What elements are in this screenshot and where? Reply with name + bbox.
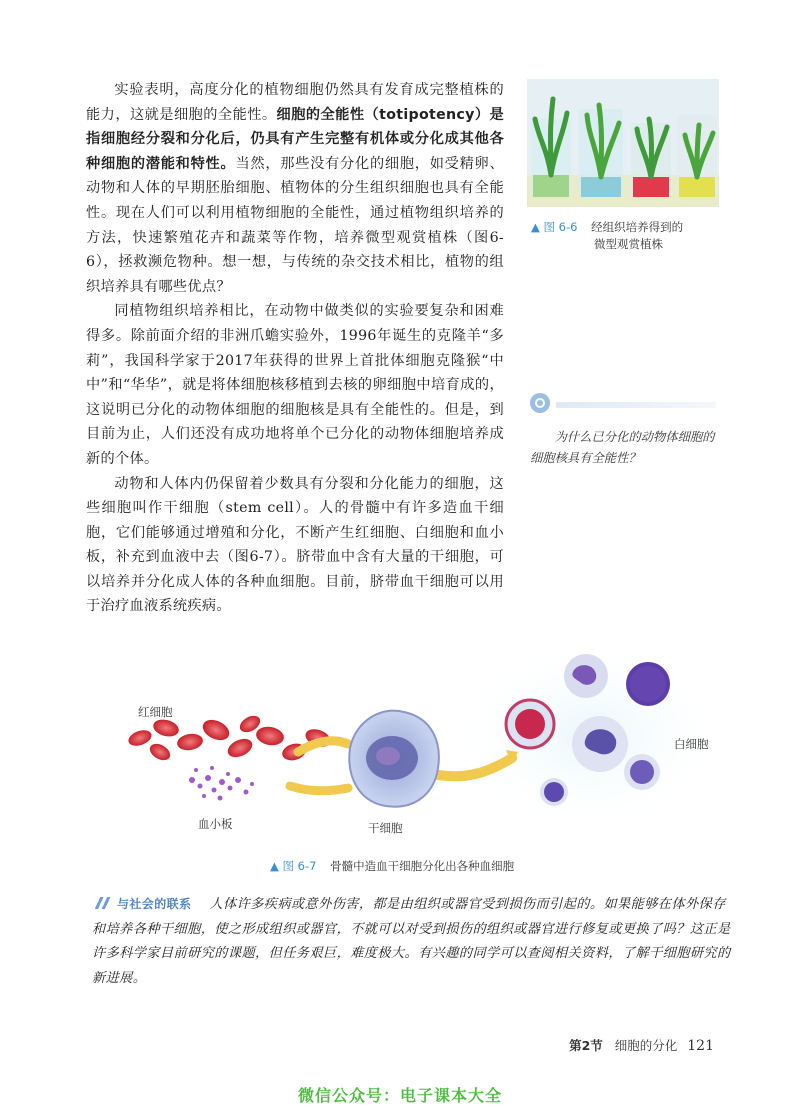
question-icon	[530, 393, 550, 413]
label-platelets: 血小板	[198, 817, 233, 831]
figure-6-6-caption: ▲ 图 6-6 经组织培养得到的	[531, 220, 684, 234]
figure-6-7-caption: ▲ 图 6-7 骨髓中造血干细胞分化出各种血细胞	[270, 859, 515, 873]
question-divider	[556, 402, 716, 408]
red-blood-cells	[126, 712, 333, 763]
footer-title: 细胞的分化	[614, 1038, 678, 1053]
social-connection-text: 人体许多疾病或意外伤害，都是由组织或器官受到损伤而引起的。如果能够在体外保存和培养各种干细胞，使之形成组织或器官，不就可以对受到损伤的组织或器官进行修复或更换了吗？这正是许多科学家目前研究的课题，但任务艰巨，难度极大。有兴趣的同学可以查阅相关资料，了解干细胞研究的新进展。	[92, 897, 731, 986]
page-number: 121	[687, 1038, 714, 1054]
wechat-watermark: 微信公众号：电子课本大全	[297, 1086, 502, 1105]
plantlets-illustration	[527, 79, 719, 207]
label-white-blood-cells: 白细胞	[674, 737, 709, 751]
main-text	[86, 78, 504, 619]
figure-6-7	[120, 640, 720, 850]
social-connection-title: 与社会的联系	[92, 897, 191, 911]
margin-question: 为什么已分化的动物体细胞的细胞核具有全能性？	[530, 430, 715, 465]
social-connection-icon	[92, 897, 114, 909]
label-stem-cell: 干细胞	[368, 821, 403, 835]
definition-totipotency: 细胞的全能性（totipotency）是指细胞经分裂和分化后，仍具有产生完整有机体或分化成其他各种细胞的潜能和特性。	[86, 106, 504, 172]
figure-6-6-tag: ▲ 图 6-6	[531, 220, 578, 234]
arrow-to-platelets	[290, 786, 348, 791]
figure-6-6-plant-photo	[527, 79, 719, 207]
paragraph-totipotency: 实验表明，高度分化的植物细胞仍然具有发育成完整植株的能力，这就是细胞的全能性。细胞的全能性（totipotency）是指细胞经分裂和分化后，仍具有产生完整有机体或分化成其他各种细胞的潜能和特性。当然，那些没有分化的细胞，如受精卵、动物和人体的早期胚胎细胞、植物体的分生组织细胞也具有全能性。现在人们可以利用植物细胞的全能性，通过植物组织培养的方法，快速繁殖花卉和蔬菜等作物，培养微型观赏植株（图6-6），拯救濒危物种。想一想，与传统的杂交技术相比，植物的组织培养具有哪些优点？	[86, 82, 504, 295]
platelets	[189, 766, 254, 801]
figure-6-6-caption-line2: 微型观赏植株	[594, 237, 663, 251]
paragraph-animal-cloning: 同植物组织培养相比，在动物中做类似的实验要复杂和困难得多。除前面介绍的非洲爪蟾实验外，1996年诞生的克隆羊“多莉”，我国科学家于2017年获得的世界上首批体细胞克隆猴“中中”和“华华”，就是将体细胞核移植到去核的卵细胞中培育成的，这说明已分化的动物体细胞的细胞核是具有全能性的。但是，到目前为止，人们还没有成功地将单个已分化的动物体细胞培养成新的个体。	[86, 303, 504, 467]
page-footer	[569, 1036, 714, 1054]
paragraph-stem-cells: 动物和人体内仍保留着少数具有分裂和分化能力的细胞，这些细胞叫作干细胞（stem cell）。人的骨髓中有许多造血干细胞，它们能够通过增殖和分化，不断产生红细胞、白细胞和血小板，补充到血液中去（图6-7）。脐带血中含有大量的干细胞，可以培养并分化成人体的各种血细胞。目前，脐带血干细胞可以用于治疗血液系统疾病。	[86, 475, 504, 615]
figure-6-7-tag: ▲ 图 6-7	[270, 859, 317, 873]
stem-cell	[349, 711, 439, 807]
label-red-blood-cells: 红细胞	[138, 705, 173, 719]
social-connection-box	[92, 892, 732, 991]
footer-section: 第2节	[569, 1038, 603, 1053]
